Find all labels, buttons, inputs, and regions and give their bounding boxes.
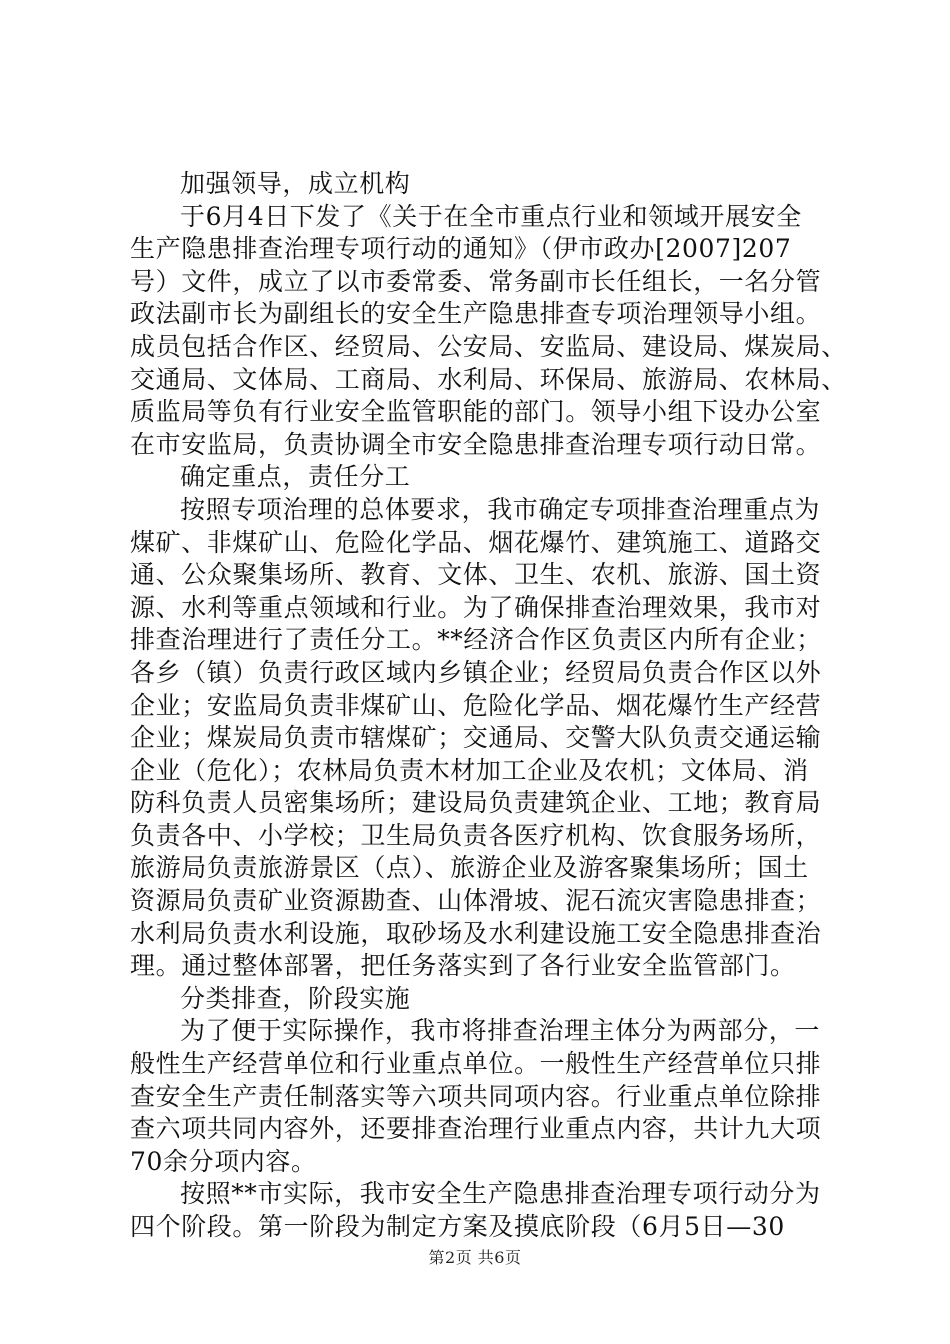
page-footer: 第2页 共6页 xyxy=(428,1248,522,1267)
text-line: 资源局负责矿业资源勘查、山体滑坡、泥石流灾害隐患排查； xyxy=(130,886,822,916)
text-line: 负责各中、小学校；卫生局负责各医疗机构、饮食服务场所， xyxy=(130,820,822,850)
text-line: 企业；安监局负责非煤矿山、危险化学品、烟花爆竹生产经营 xyxy=(130,690,822,720)
text-line: 理。通过整体部署，把任务落实到了各行业安全监管部门。 xyxy=(130,951,796,981)
text-line: 号）文件，成立了以市委常委、常务副市长任组长，一名分管 xyxy=(130,266,822,296)
text-line: 按照专项治理的总体要求，我市确定专项排查治理重点为 xyxy=(180,494,821,524)
text-line: 通、公众聚集场所、教育、文体、卫生、农机、旅游、国土资 xyxy=(130,560,822,590)
text-line: 加强领导，成立机构 xyxy=(180,169,411,198)
text-line: 在市安监局，负责协调全市安全隐患排查治理专项行动日常。 xyxy=(130,429,822,459)
text-line: 于6月4日下发了《关于在全市重点行业和领域开展安全 xyxy=(180,201,802,231)
text-line: 分类排查，阶段实施 xyxy=(180,983,411,1013)
text-line: 水利局负责水利设施，取砂场及水利建设施工安全隐患排查治 xyxy=(130,918,822,948)
text-line: 般性生产经营单位和行业重点单位。一般性生产经营单位只排 xyxy=(130,1049,822,1079)
text-line: 查安全生产责任制落实等六项共同项内容。行业重点单位除排 xyxy=(130,1081,822,1111)
text-line: 煤矿、非煤矿山、危险化学品、烟花爆竹、建筑施工、道路交 xyxy=(130,527,822,557)
text-line: 企业；煤炭局负责市辖煤矿；交通局、交警大队负责交通运输 xyxy=(130,723,822,753)
text-line: 质监局等负有行业安全监管职能的部门。领导小组下设办公室 xyxy=(130,397,822,427)
text-line: 为了便于实际操作，我市将排查治理主体分为两部分，一 xyxy=(180,1016,821,1046)
text-line: 生产隐患排查治理专项行动的通知》（伊市政办[2007]207 xyxy=(130,234,792,264)
text-line: 四个阶段。第一阶段为制定方案及摸底阶段（6月5日—30 xyxy=(130,1212,785,1241)
document-body xyxy=(130,168,850,1244)
text-line: 交通局、文体局、工商局、水利局、环保局、旅游局、农林局、 xyxy=(130,364,847,394)
text-line: 70余分项内容。 xyxy=(130,1146,317,1176)
text-line: 各乡（镇）负责行政区域内乡镇企业；经贸局负责合作区以外 xyxy=(130,657,822,687)
text-line: 按照**市实际，我市安全生产隐患排查治理专项行动分为 xyxy=(180,1179,821,1209)
text-line: 查六项共同内容外，还要排查治理行业重点内容，共计九大项 xyxy=(130,1114,822,1144)
text-line: 排查治理进行了责任分工。**经济合作区负责区内所有企业； xyxy=(130,625,822,655)
text-line: 旅游局负责旅游景区（点）、旅游企业及游客聚集场所；国土 xyxy=(130,853,809,883)
text-line: 企业（危化）；农林局负责木材加工企业及农机；文体局、消 xyxy=(130,755,809,785)
text-line: 防科负责人员密集场所；建设局负责建筑企业、工地；教育局 xyxy=(130,788,822,818)
text-line: 确定重点，责任分工 xyxy=(180,462,411,492)
text-line: 源、水利等重点领域和行业。为了确保排查治理效果，我市对 xyxy=(130,592,822,622)
text-line: 政法副市长为副组长的安全生产隐患排查专项治理领导小组。 xyxy=(130,299,822,329)
text-line: 成员包括合作区、经贸局、公安局、安监局、建设局、煤炭局、 xyxy=(130,331,847,361)
